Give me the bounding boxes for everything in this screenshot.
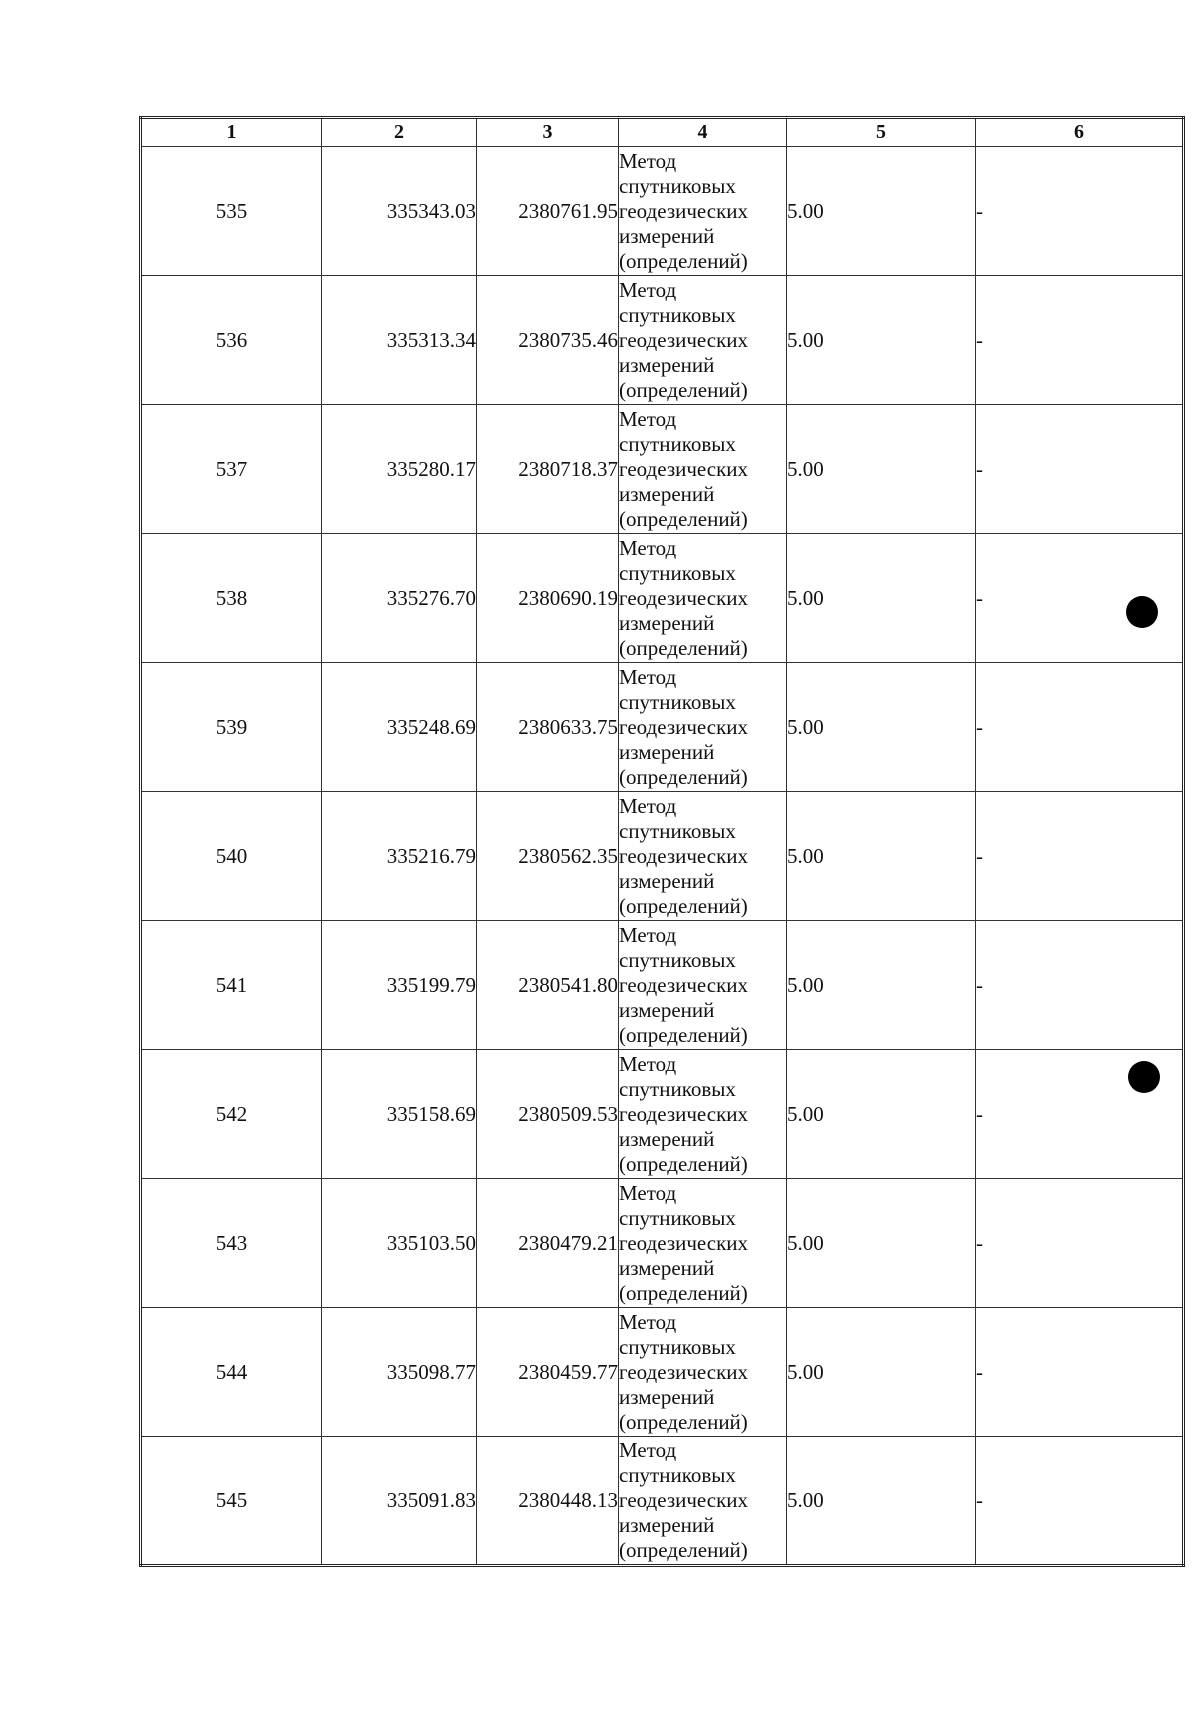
method-text-line: (определений)	[619, 377, 748, 402]
punch-hole-mark	[1126, 596, 1158, 628]
method-text-line: геодезических	[619, 1230, 749, 1255]
method-text-line: (определений)	[619, 764, 748, 789]
x-coordinate-cell: 335199.79	[322, 921, 477, 1050]
precision-cell: 5.00	[787, 276, 976, 405]
precision-cell: 5.00	[787, 534, 976, 663]
note-cell: -	[976, 276, 1184, 405]
method-text-line: измерений	[619, 1255, 715, 1280]
method-text-line: Метод	[619, 148, 677, 173]
method-text-line: измерений	[619, 352, 715, 377]
method-text-line: (определений)	[619, 248, 748, 273]
y-coordinate-cell: 2380633.75	[477, 663, 619, 792]
method-text-line: Метод	[619, 406, 677, 431]
point-number-cell: 543	[141, 1179, 322, 1308]
note-cell: -	[976, 1050, 1184, 1179]
method-cell	[619, 1437, 787, 1566]
method-text-line: спутниковых	[619, 173, 736, 198]
method-text-line: геодезических	[619, 456, 749, 481]
method-text-line: геодезических	[619, 1101, 749, 1126]
method-text-line: (определений)	[619, 635, 748, 660]
x-coordinate-cell: 335098.77	[322, 1308, 477, 1437]
precision-cell: 5.00	[787, 1437, 976, 1566]
method-text-line: Метод	[619, 922, 677, 947]
method-text-line: (определений)	[619, 893, 748, 918]
point-number-cell: 545	[141, 1437, 322, 1566]
point-number-cell: 539	[141, 663, 322, 792]
method-cell	[619, 792, 787, 921]
column-header-3: 3	[477, 118, 619, 147]
note-cell: -	[976, 663, 1184, 792]
x-coordinate-cell: 335091.83	[322, 1437, 477, 1566]
y-coordinate-cell: 2380509.53	[477, 1050, 619, 1179]
precision-cell: 5.00	[787, 792, 976, 921]
method-text-line: Метод	[619, 1438, 677, 1462]
table-row	[141, 1437, 1184, 1566]
table-row	[141, 1050, 1184, 1179]
y-coordinate-cell: 2380761.95	[477, 147, 619, 276]
method-cell	[619, 405, 787, 534]
method-cell	[619, 534, 787, 663]
point-number-cell: 535	[141, 147, 322, 276]
method-text-line: спутниковых	[619, 302, 736, 327]
note-cell: -	[976, 1308, 1184, 1437]
table-row	[141, 921, 1184, 1050]
method-text-line: Метод	[619, 1051, 677, 1076]
y-coordinate-cell: 2380718.37	[477, 405, 619, 534]
method-text-line: спутниковых	[619, 818, 736, 843]
method-text-line: измерений	[619, 868, 715, 893]
table-row	[141, 147, 1184, 276]
coordinates-table	[139, 116, 1185, 1567]
method-cell	[619, 663, 787, 792]
table-row	[141, 534, 1184, 663]
precision-cell: 5.00	[787, 1179, 976, 1308]
method-text-line: измерений	[619, 739, 715, 764]
method-text-line: спутниковых	[619, 1076, 736, 1101]
method-text-line: (определений)	[619, 1280, 748, 1305]
method-text-line: спутниковых	[619, 431, 736, 456]
method-text-line: измерений	[619, 481, 715, 506]
point-number-cell: 542	[141, 1050, 322, 1179]
point-number-cell: 544	[141, 1308, 322, 1437]
method-text-line: геодезических	[619, 198, 749, 223]
method-text-line: Метод	[619, 793, 677, 818]
method-text-line: геодезических	[619, 1359, 749, 1384]
table-row	[141, 792, 1184, 921]
precision-cell: 5.00	[787, 663, 976, 792]
note-cell: -	[976, 405, 1184, 534]
note-cell: -	[976, 534, 1184, 663]
method-text-line: спутниковых	[619, 1463, 736, 1487]
table-row	[141, 663, 1184, 792]
precision-cell: 5.00	[787, 921, 976, 1050]
method-text-line: Метод	[619, 535, 677, 560]
y-coordinate-cell: 2380735.46	[477, 276, 619, 405]
column-header-6: 6	[976, 118, 1184, 147]
table-row	[141, 1308, 1184, 1437]
method-text-line: спутниковых	[619, 947, 736, 972]
method-text-line: геодезических	[619, 843, 749, 868]
x-coordinate-cell: 335313.34	[322, 276, 477, 405]
method-text-line: (определений)	[619, 1409, 748, 1434]
method-text-line: измерений	[619, 1384, 715, 1409]
method-text-line: (определений)	[619, 1151, 748, 1176]
method-cell	[619, 147, 787, 276]
column-header-2: 2	[322, 118, 477, 147]
point-number-cell: 537	[141, 405, 322, 534]
x-coordinate-cell: 335343.03	[322, 147, 477, 276]
note-cell: -	[976, 147, 1184, 276]
table-header	[141, 118, 1184, 147]
method-text-line: геодезических	[619, 1488, 749, 1512]
method-text-line: измерений	[619, 223, 715, 248]
y-coordinate-cell: 2380541.80	[477, 921, 619, 1050]
method-cell	[619, 1308, 787, 1437]
precision-cell: 5.00	[787, 1050, 976, 1179]
method-cell	[619, 1050, 787, 1179]
table-row	[141, 1179, 1184, 1308]
header-row	[141, 118, 1184, 147]
column-header-5: 5	[787, 118, 976, 147]
method-text-line: измерений	[619, 1513, 715, 1537]
method-text-line: измерений	[619, 1126, 715, 1151]
method-text-line: Метод	[619, 1180, 677, 1205]
point-number-cell: 540	[141, 792, 322, 921]
column-header-1: 1	[141, 118, 322, 147]
note-cell: -	[976, 792, 1184, 921]
note-cell: -	[976, 1179, 1184, 1308]
note-cell: -	[976, 1437, 1184, 1566]
table-row	[141, 405, 1184, 534]
x-coordinate-cell: 335216.79	[322, 792, 477, 921]
method-text-line: (определений)	[619, 1022, 748, 1047]
precision-cell: 5.00	[787, 1308, 976, 1437]
punch-hole-mark	[1128, 1061, 1160, 1093]
method-text-line: Метод	[619, 664, 677, 689]
y-coordinate-cell: 2380690.19	[477, 534, 619, 663]
x-coordinate-cell: 335280.17	[322, 405, 477, 534]
method-text-line: Метод	[619, 1309, 677, 1334]
method-text-line: измерений	[619, 997, 715, 1022]
table-body	[141, 147, 1184, 1566]
method-text-line: (определений)	[619, 506, 748, 531]
precision-cell: 5.00	[787, 147, 976, 276]
method-text-line: геодезических	[619, 714, 749, 739]
x-coordinate-cell: 335276.70	[322, 534, 477, 663]
point-number-cell: 536	[141, 276, 322, 405]
method-text-line: спутниковых	[619, 560, 736, 585]
method-text-line: спутниковых	[619, 689, 736, 714]
column-header-4: 4	[619, 118, 787, 147]
note-cell: -	[976, 921, 1184, 1050]
method-text-line: спутниковых	[619, 1334, 736, 1359]
method-cell	[619, 1179, 787, 1308]
x-coordinate-cell: 335158.69	[322, 1050, 477, 1179]
method-text-line: (определений)	[619, 1538, 748, 1562]
method-text-line: геодезических	[619, 972, 749, 997]
method-text-line: Метод	[619, 277, 677, 302]
method-text-line: геодезических	[619, 585, 749, 610]
y-coordinate-cell: 2380459.77	[477, 1308, 619, 1437]
y-coordinate-cell: 2380448.13	[477, 1437, 619, 1566]
method-cell	[619, 921, 787, 1050]
x-coordinate-cell: 335248.69	[322, 663, 477, 792]
method-text-line: спутниковых	[619, 1205, 736, 1230]
x-coordinate-cell: 335103.50	[322, 1179, 477, 1308]
precision-cell: 5.00	[787, 405, 976, 534]
method-text-line: геодезических	[619, 327, 749, 352]
y-coordinate-cell: 2380562.35	[477, 792, 619, 921]
table-row	[141, 276, 1184, 405]
point-number-cell: 538	[141, 534, 322, 663]
method-text-line: измерений	[619, 610, 715, 635]
method-cell	[619, 276, 787, 405]
y-coordinate-cell: 2380479.21	[477, 1179, 619, 1308]
point-number-cell: 541	[141, 921, 322, 1050]
